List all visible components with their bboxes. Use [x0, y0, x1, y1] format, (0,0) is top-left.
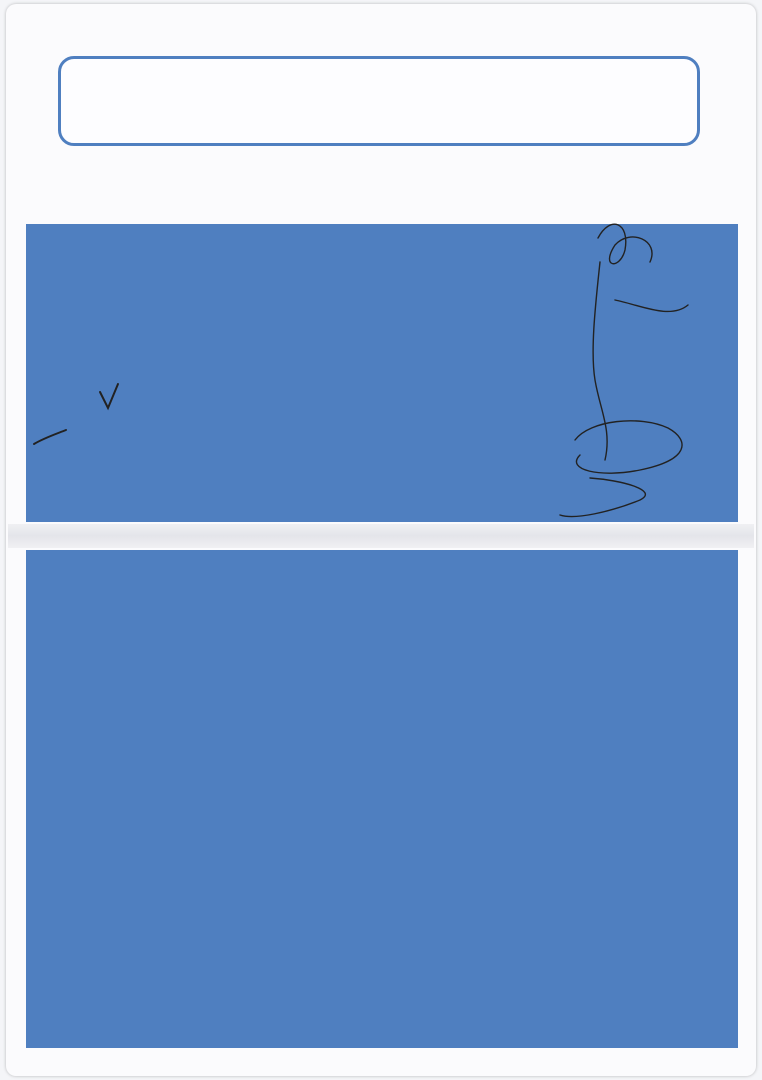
filled-records-grid — [26, 224, 738, 522]
page-fold — [8, 524, 754, 548]
header-dates — [328, 160, 478, 222]
header-veterinarian — [514, 160, 716, 222]
empty-records-grid — [26, 550, 738, 1048]
section-title-box — [58, 56, 700, 146]
header-manufacturer-brand — [123, 160, 308, 222]
